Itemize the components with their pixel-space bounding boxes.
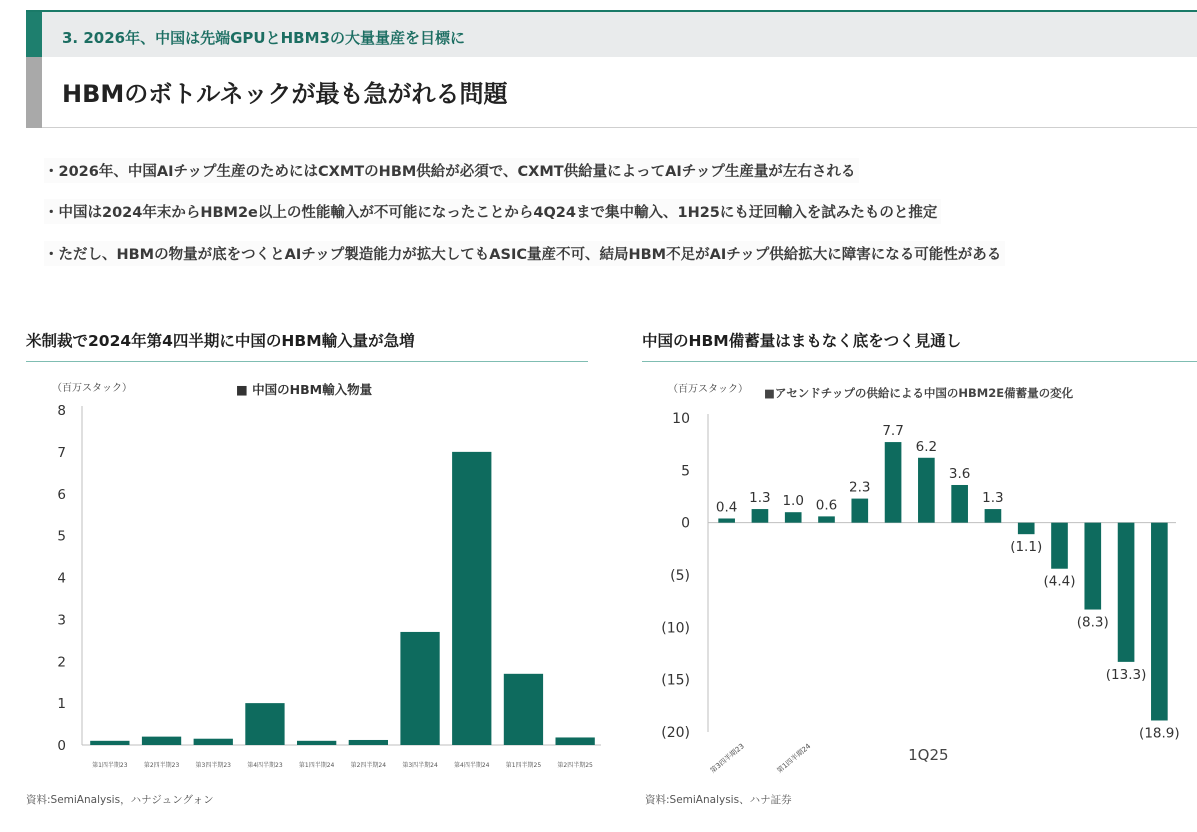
x-tick-label: 第3四半期24 — [402, 762, 438, 769]
bar — [985, 509, 1002, 523]
left-chart-title: 米制裁で2024年第4四半期に中国のHBM輸入量が急増 — [26, 332, 415, 350]
x-tick-label: 第3四半期23 — [195, 762, 231, 769]
x-tick-label: 第2四半期23 — [143, 762, 180, 769]
data-label: 1.0 — [782, 493, 804, 510]
y-tick-label: (15) — [661, 672, 690, 689]
x-tick-label: 第4四半期24 — [454, 762, 490, 769]
y-tick-label: (5) — [670, 568, 690, 584]
bar — [752, 509, 769, 523]
bar — [245, 703, 284, 745]
bar — [1051, 523, 1068, 569]
right-source: 資料:SemiAnalysis、ハナ証券 — [645, 794, 792, 806]
accent-bar — [26, 12, 42, 57]
y-tick-label: 0 — [57, 738, 66, 754]
y-unit-label: （百万スタック） — [52, 383, 132, 394]
bar — [851, 499, 868, 523]
bar — [951, 485, 968, 523]
y-tick-label: 8 — [57, 403, 66, 419]
left-source: 資料:SemiAnalysis，ハナジュングォン — [26, 794, 214, 806]
data-label: 1.3 — [749, 490, 771, 507]
y-tick-label: 0 — [681, 515, 690, 532]
data-label: 6.2 — [915, 438, 938, 455]
x-tick-label: 第2四半期24 — [350, 762, 387, 769]
bar — [885, 442, 902, 523]
bar — [785, 512, 802, 522]
page-title: HBMのボトルネックが最も急がれる問題 — [62, 80, 508, 108]
data-label: 0.6 — [815, 497, 838, 514]
bullet-3: ・ただし、HBMの物量が底をつくとAIチップ製造能力が拡大してもASIC量産不可、結局HBM不足がAIチップ供給拡大に障害になる可能性がある — [44, 241, 1005, 266]
data-label: 0.4 — [715, 499, 738, 516]
left-chart — [26, 372, 593, 787]
bar — [452, 452, 491, 745]
y-tick-label: (10) — [661, 620, 690, 637]
bar — [194, 739, 233, 745]
y-tick-label: 3 — [57, 612, 66, 629]
bar — [1118, 523, 1135, 662]
y-tick-label: (20) — [661, 725, 690, 741]
bar — [718, 518, 735, 522]
x-tick-label: 第1四半期24 — [298, 762, 335, 769]
bar — [1151, 523, 1168, 721]
y-tick-label: 5 — [57, 528, 66, 545]
y-tick-label: 5 — [681, 463, 690, 480]
data-label: 1.3 — [982, 490, 1004, 507]
bullet-1: ・2026年、中国AIチップ生産のためにはCXMTのHBM供給が必須で、CXMT供給量によってAIチップ生産量が左右される — [44, 158, 859, 183]
data-label: (13.3) — [1105, 666, 1147, 683]
y-tick-label: 4 — [57, 570, 66, 587]
header-title-band — [26, 57, 1197, 128]
y-unit-label: （百万スタック） — [668, 384, 748, 395]
bar — [818, 516, 835, 522]
x-tick-label: 1Q25 — [908, 746, 949, 764]
legend-label: ■アセンドチップの供給による中国のHBM2E備蓄量の変化 — [764, 386, 1074, 400]
bar — [297, 741, 336, 745]
bar — [1018, 523, 1035, 535]
data-label: (4.4) — [1043, 573, 1076, 590]
data-label: 2.3 — [849, 479, 871, 496]
right-chart-title: 中国のHBM備蓄量はまもなく底をつく見通し — [642, 332, 962, 350]
data-label: (8.3) — [1076, 614, 1109, 631]
y-tick-label: 2 — [57, 654, 66, 671]
bullet-2: ・中国は2024年末からHBM2e以上の性能輸入が不可能になったことから4Q24まで集中輸入、1H25にも迂回輸入を試みたものと推定 — [44, 199, 941, 224]
page-subtitle: 3. 2026年、中国は先端GPUとHBM3の大量量産を目標に — [62, 29, 465, 47]
bar — [349, 740, 388, 745]
bar — [1084, 523, 1101, 610]
y-tick-label: 7 — [57, 444, 66, 461]
header-subtitle-band — [26, 12, 1197, 57]
data-label: 7.7 — [882, 423, 904, 440]
bar — [556, 737, 595, 745]
bar — [142, 737, 181, 745]
y-tick-label: 10 — [672, 411, 690, 427]
bar — [504, 674, 543, 745]
bar — [918, 458, 935, 523]
left-title-rule — [26, 361, 588, 362]
right-title-rule — [642, 361, 1197, 362]
right-chart — [642, 372, 1197, 787]
header — [26, 10, 1197, 128]
x-tick-label: 第3四半期23 — [708, 742, 746, 775]
bar — [90, 741, 129, 745]
bar — [400, 632, 439, 745]
x-tick-label: 第4四半期23 — [247, 762, 283, 769]
data-label: (18.9) — [1139, 725, 1180, 742]
x-tick-label: 第2四半期25 — [557, 762, 593, 769]
y-tick-label: 1 — [57, 696, 66, 713]
legend-label: ■ 中国のHBM輸入物量 — [236, 382, 373, 397]
gray-bar — [26, 57, 42, 128]
data-label: (1.1) — [1010, 539, 1043, 556]
x-tick-label: 第1四半期24 — [775, 742, 813, 775]
data-label: 3.6 — [948, 465, 971, 482]
x-tick-label: 第1四半期23 — [92, 762, 128, 769]
x-tick-label: 第1四半期25 — [505, 762, 542, 769]
y-tick-label: 6 — [57, 486, 66, 503]
